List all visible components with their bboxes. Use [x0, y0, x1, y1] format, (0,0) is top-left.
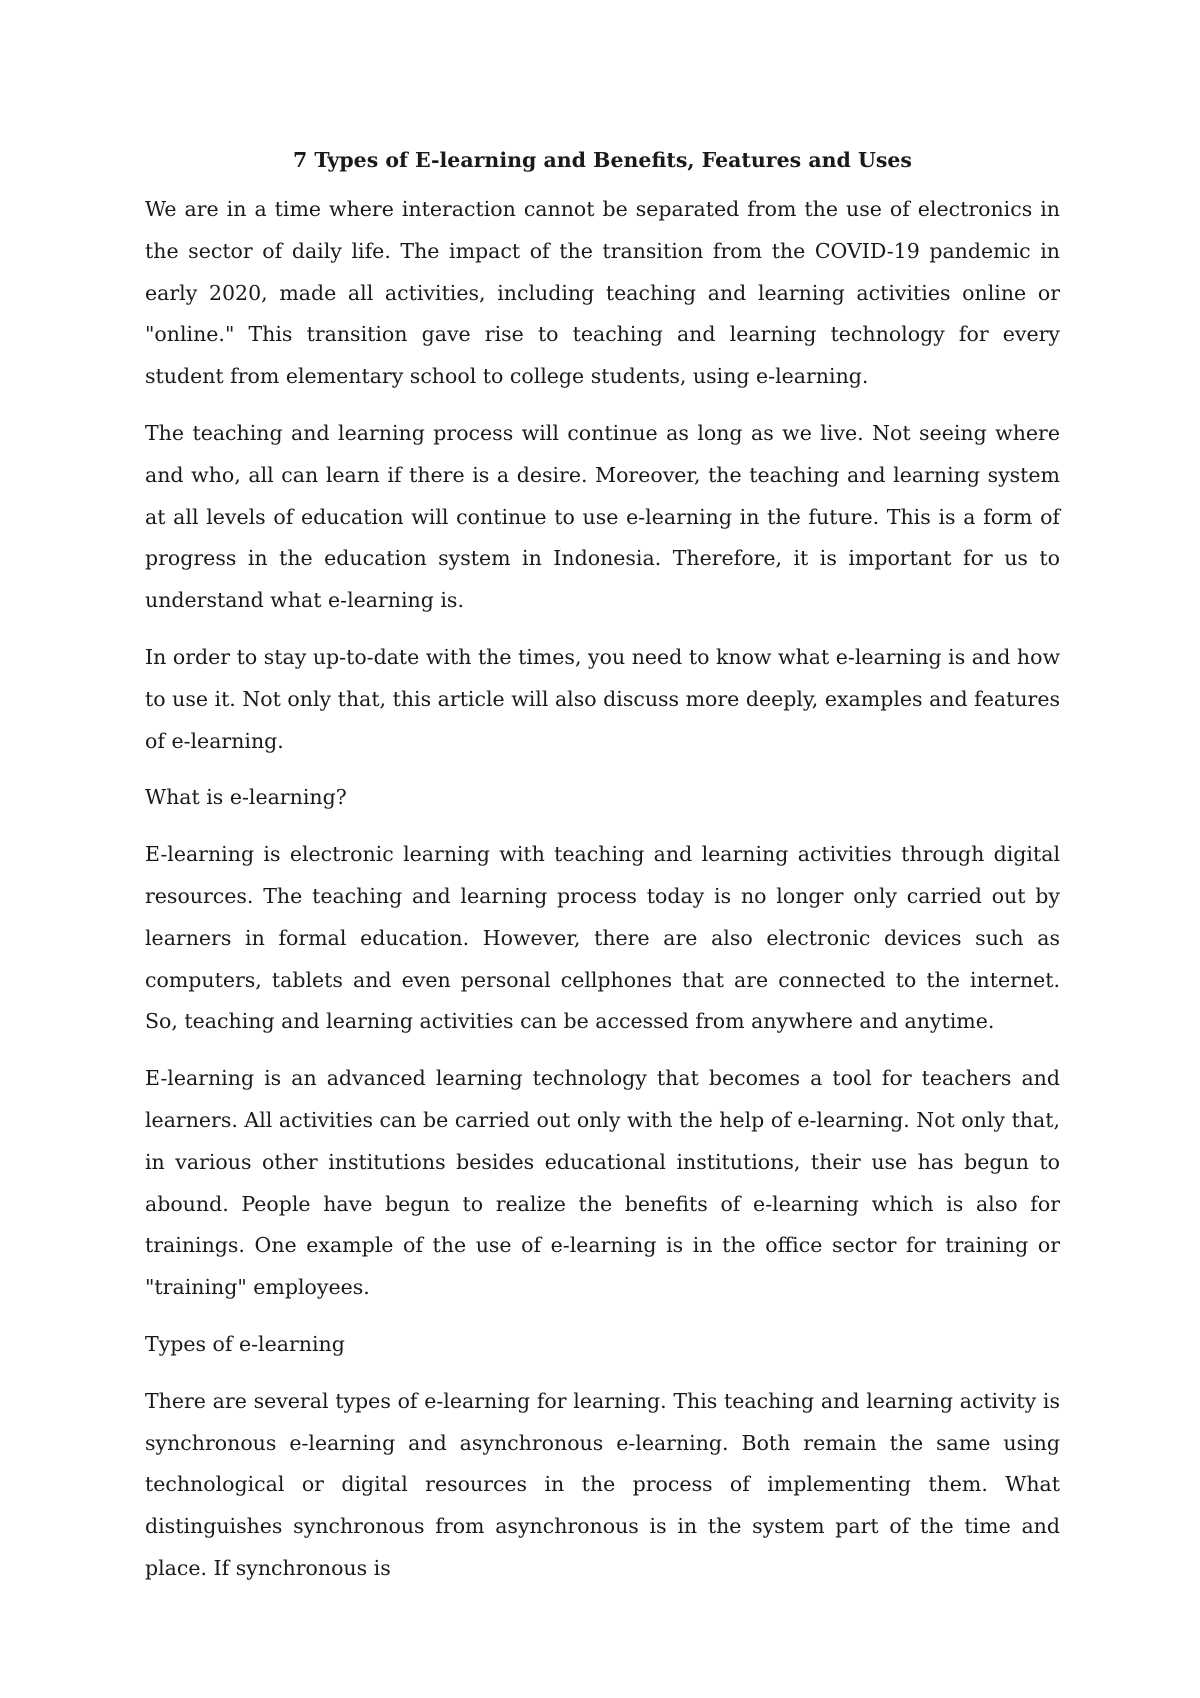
paragraph-stay-updated: In order to stay up-to-date with the times, you need to know what e-learning is and how to use it. Not only that, this article will also discuss more deeply, examples and features of e-learning. — [145, 644, 1060, 753]
paragraph-types: There are several types of e-learning for learning. This teaching and learning activity is synchronous e-learning and asynchronous e-learning. Both remain the same using technological or digital resources in the process of implementing them. What distinguishes synchronous from asynchronous is in the system part of the time and place. If synchronous is — [145, 1388, 1060, 1580]
paragraph-process: The teaching and learning process will continue as long as we live. Not seeing where and who, all can learn if there is a desire. Moreover, the teaching and learning system at all levels of education will continue to use e-learning in the future. This is a form of progress in the education system in Indonesia. Therefore, it is important for us to understand what e-learning is. — [145, 420, 1060, 613]
document-body — [145, 143, 1060, 1605]
paragraph-intro: We are in a time where interaction cannot be separated from the use of electronics in the sector of daily life. The impact of the transition from the COVID-19 pandemic in early 2020, made all activities, including teaching and learning activities online or "online." This transition gave rise to teaching and learning technology for every student from elementary school to college students, using e-learning. — [145, 197, 1060, 389]
paragraph-advanced-technology: E-learning is an advanced learning technology that becomes a tool for teachers and learners. All activities can be carried out only with the help of e-learning. Not only that, in various other institutions besides educational institutions, their use has begun to abound. People have begun to realize the benefits of e-learning which is also for trainings. One example of the use of e-learning is in the office sector for training or "training" employees. — [145, 1066, 1060, 1300]
section-heading-types: Types of e-learning — [145, 1331, 345, 1356]
document-title: 7 Types of E-learning and Benefits, Features and Uses — [293, 148, 912, 172]
section-heading-what-is: What is e-learning? — [145, 785, 347, 810]
paragraph-definition: E-learning is electronic learning with teaching and learning activities through digital resources. The teaching and learning process today is no longer only carried out by learners in formal education. However, there are also electronic devices such as computers, tablets and even personal cellphones that are connected to the internet. So, teaching and learning activities can be accessed from anywhere and anytime. — [145, 842, 1060, 1034]
